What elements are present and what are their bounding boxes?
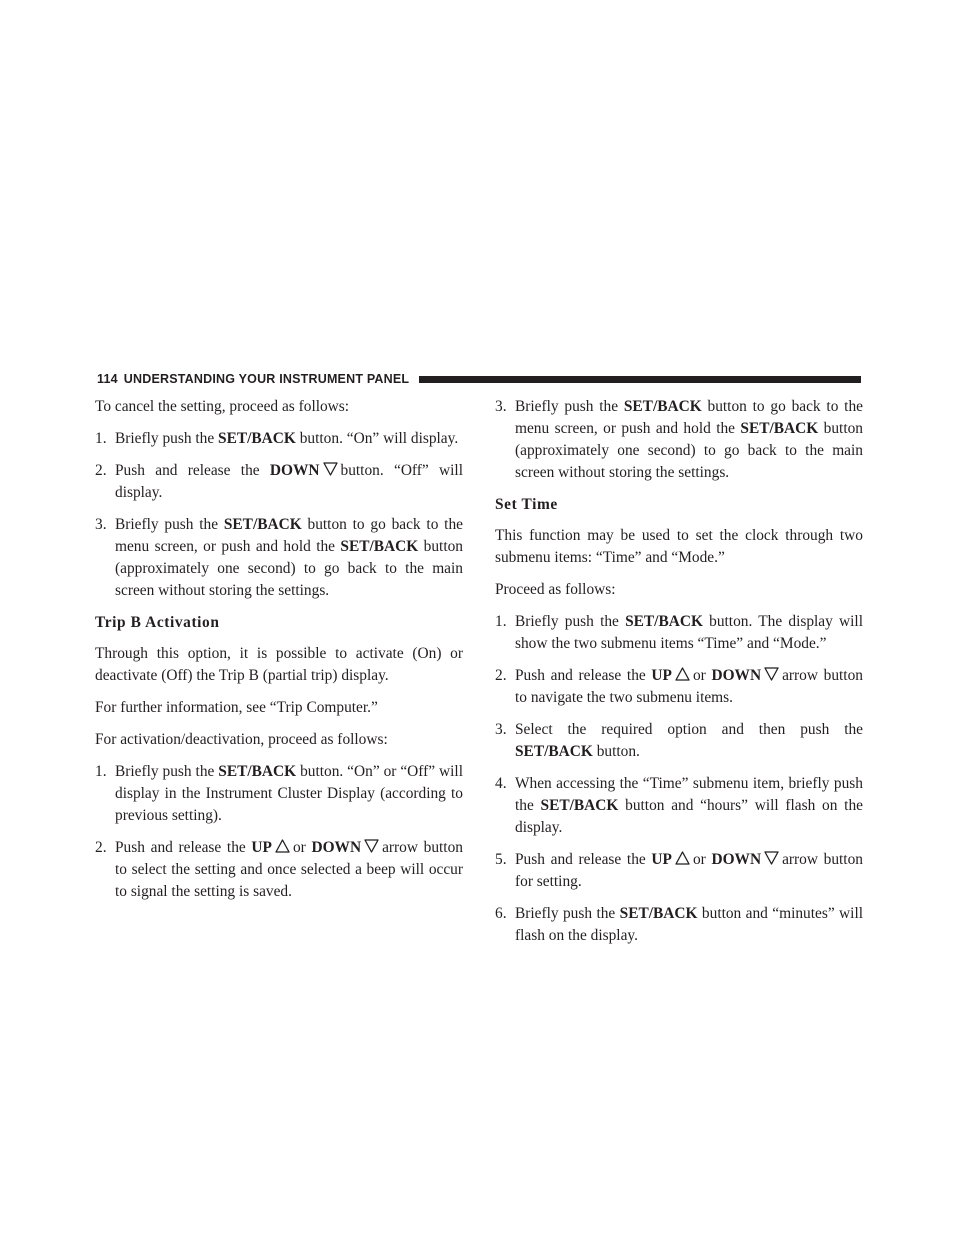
section-heading-set-time: Set Time xyxy=(495,496,558,513)
list-item: 2. Push and release the UP or DOWN arrow button to navigate the two submenu items. xyxy=(495,667,863,706)
down-arrow-icon xyxy=(764,667,779,681)
up-arrow-icon xyxy=(675,851,690,865)
list-item: 1. Briefly push the SET/BACK button. The display will show the two submenu items “Time” and “Mode.” xyxy=(495,613,863,652)
up-arrow-icon xyxy=(275,839,290,853)
list-item: 1. Briefly push the SET/BACK button. “On” will display. xyxy=(95,430,459,447)
section-title: UNDERSTANDING YOUR INSTRUMENT PANEL xyxy=(123,372,410,386)
paragraph: For activation/deactivation, proceed as follows: xyxy=(95,731,388,748)
list-item: 4. When accessing the “Time” submenu item, briefly push the SET/BACK button and “hours” will flash on the display. xyxy=(495,775,863,836)
list-item: 3. Select the required option and then push the SET/BACK button. xyxy=(495,721,863,760)
list-item: 3. Briefly push the SET/BACK button to go back to the menu screen, or push and hold the SET/BACK button (approximately one second) to go back to the main screen without storing the settings. xyxy=(495,398,863,481)
paragraph: For further information, see “Trip Computer.” xyxy=(95,699,378,716)
list-item: 3. Briefly push the SET/BACK button to go back to the menu screen, or push and hold the SET/BACK button (approximately one second) to go back to the main screen without storing the settings. xyxy=(95,516,463,599)
right-column xyxy=(495,396,863,957)
list-item: 6. Briefly push the SET/BACK button and “minutes” will flash on the display. xyxy=(495,905,863,944)
page-number: 114 xyxy=(97,372,118,386)
left-column xyxy=(95,396,463,913)
list-item: 2. Push and release the UP or DOWN arrow button to select the setting and once selected a beep will occur to signal the setting is saved. xyxy=(95,839,463,900)
paragraph: Proceed as follows: xyxy=(495,581,616,598)
up-arrow-icon xyxy=(675,667,690,681)
page-header xyxy=(97,370,861,388)
list-item: 5. Push and release the UP or DOWN arrow button for setting. xyxy=(495,851,863,890)
paragraph: This function may be used to set the clock through two submenu items: “Time” and “Mode.” xyxy=(495,527,863,566)
list-item: 1. Briefly push the SET/BACK button. “On” or “Off” will display in the Instrument Cluster Display (according to previous setting). xyxy=(95,763,463,824)
down-arrow-icon xyxy=(764,851,779,865)
down-arrow-icon xyxy=(364,839,379,853)
section-heading-trip-b: Trip B Activation xyxy=(95,614,220,631)
down-arrow-icon xyxy=(323,462,338,476)
paragraph: Through this option, it is possible to activate (On) or deactivate (Off) the Trip B (partial trip) display. xyxy=(95,645,463,684)
list-item: 2. Push and release the DOWN button. “Off” will display. xyxy=(95,462,463,501)
header-rule xyxy=(419,376,861,383)
cancel-intro: To cancel the setting, proceed as follows: xyxy=(95,398,350,415)
